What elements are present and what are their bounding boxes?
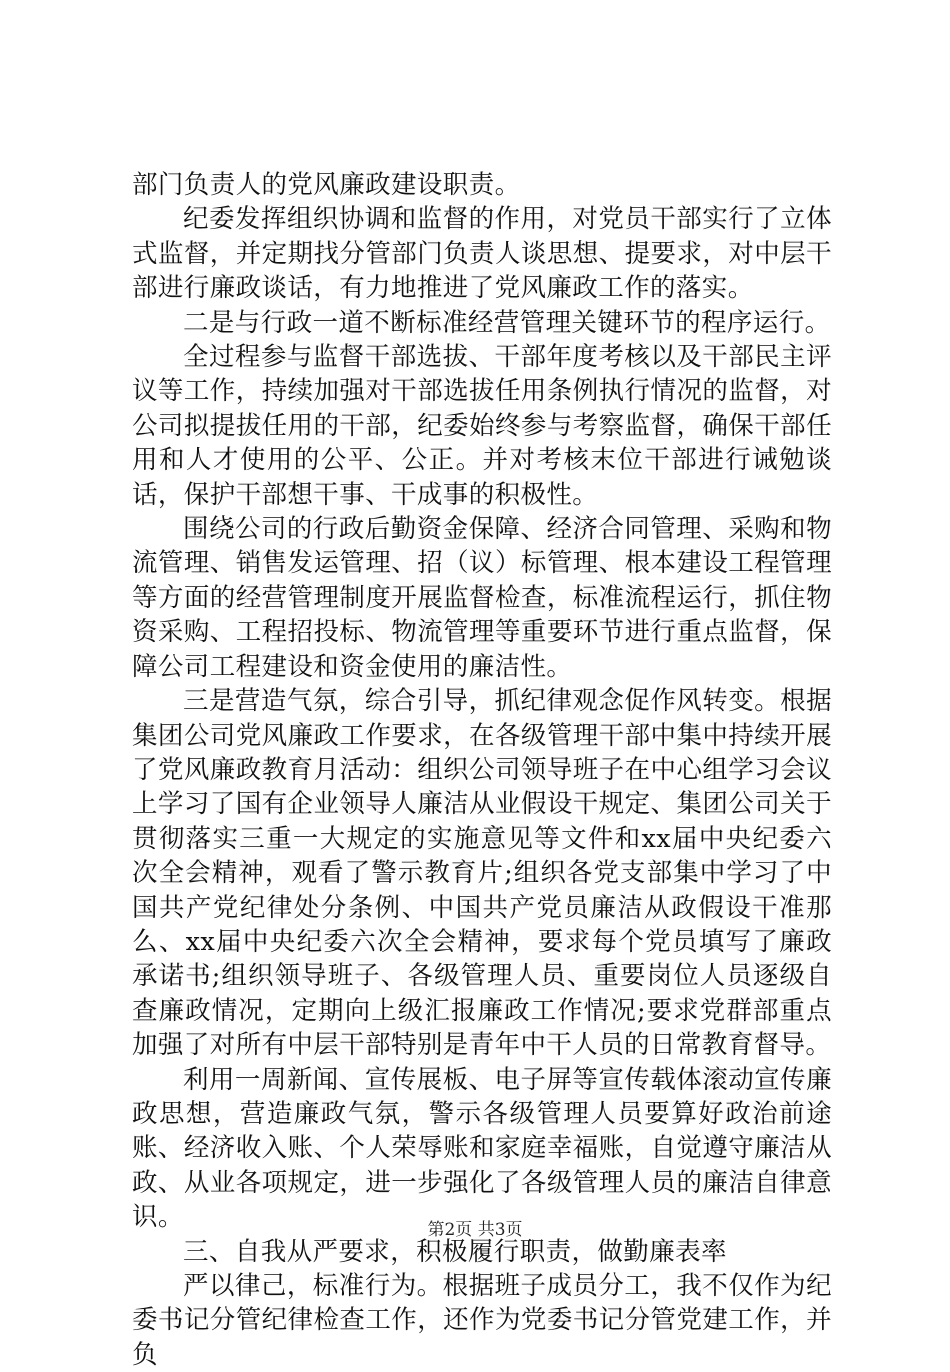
paragraph-1: 部门负责人的党风廉政建设职责。: [132, 170, 521, 200]
paragraph-6: 三是营造气氛，综合引导，抓纪律观念促作风转变。根据集团公司党风廉政工作要求，在各级管理干部中集中持续开展了党风廉政教育月活动：组织公司领导班子在中心组学习会议上学习了国有企业领导人廉洁从业假设干规定、集团公司关于贯彻落实三重一大规定的实施意见等文件和xx届中央纪委六次全会精神，观看了警示教育片;组织各党支部集中学习了中国共产党纪律处分条例、中国共产党员廉洁从政假设干准那么、xx届中央纪委六次全会精神，要求每个党员填写了廉政承诺书;组织领导班子、各级管理人员、重要岗位人员逐级自查廉政情况，定期向上级汇报廉政工作情况;要求党群部重点加强了对所有中层干部特别是青年中干人员的日常教育督导。: [132, 686, 832, 1061]
paragraph-4: 全过程参与监督干部选拔、干部年度考核以及干部民主评议等工作，持续加强对干部选拔任用条例执行情况的监督，对公司拟提拔任用的干部，纪委始终参与考察监督，确保干部任用和人才使用的公平、公正。并对考核末位干部进行诫勉谈话，保护干部想干事、干成事的积极性。: [132, 342, 832, 510]
section-heading-3: 三、自我从严要求，积极履行职责，做勤廉表率: [183, 1236, 727, 1267]
paragraph-7: 利用一周新闻、宣传展板、电子屏等宣传载体滚动宣传廉政思想，营造廉政气氛，警示各级管理人员要算好政治前途账、经济收入账、个人荣辱账和家庭幸福账，自觉遵守廉洁从政、从业各项规定，进一步强化了各级管理人员的廉洁自律意识。: [132, 1064, 832, 1233]
paragraph-5: 围绕公司的行政后勤资金保障、经济合同管理、采购和物流管理、销售发运管理、招（议）标管理、根本建设工程管理等方面的经营管理制度开展监督检查，标准流程运行，抓住物资采购、工程招投标、物流管理等重要环节进行重点监督，保障公司工程建设和资金使用的廉洁性。: [132, 514, 832, 682]
paragraph-9: 严以律己，标准行为。根据班子成员分工，我不仅作为纪委书记分管纪律检查工作，还作为党委书记分管党建工作，并负: [132, 1271, 832, 1370]
document-body: [132, 168, 832, 1372]
page-number-label: 第2页 共3页: [427, 1220, 523, 1240]
page-footer: [0, 1219, 950, 1241]
paragraph-3: 二是与行政一道不断标准经营管理关键环节的程序运行。: [183, 307, 831, 338]
paragraph-2: 纪委发挥组织协调和监督的作用，对党员干部实行了立体式监督，并定期找分管部门负责人谈思想、提要求，对中层干部进行廉政谈话，有力地推进了党风廉政工作的落实。: [132, 204, 832, 304]
